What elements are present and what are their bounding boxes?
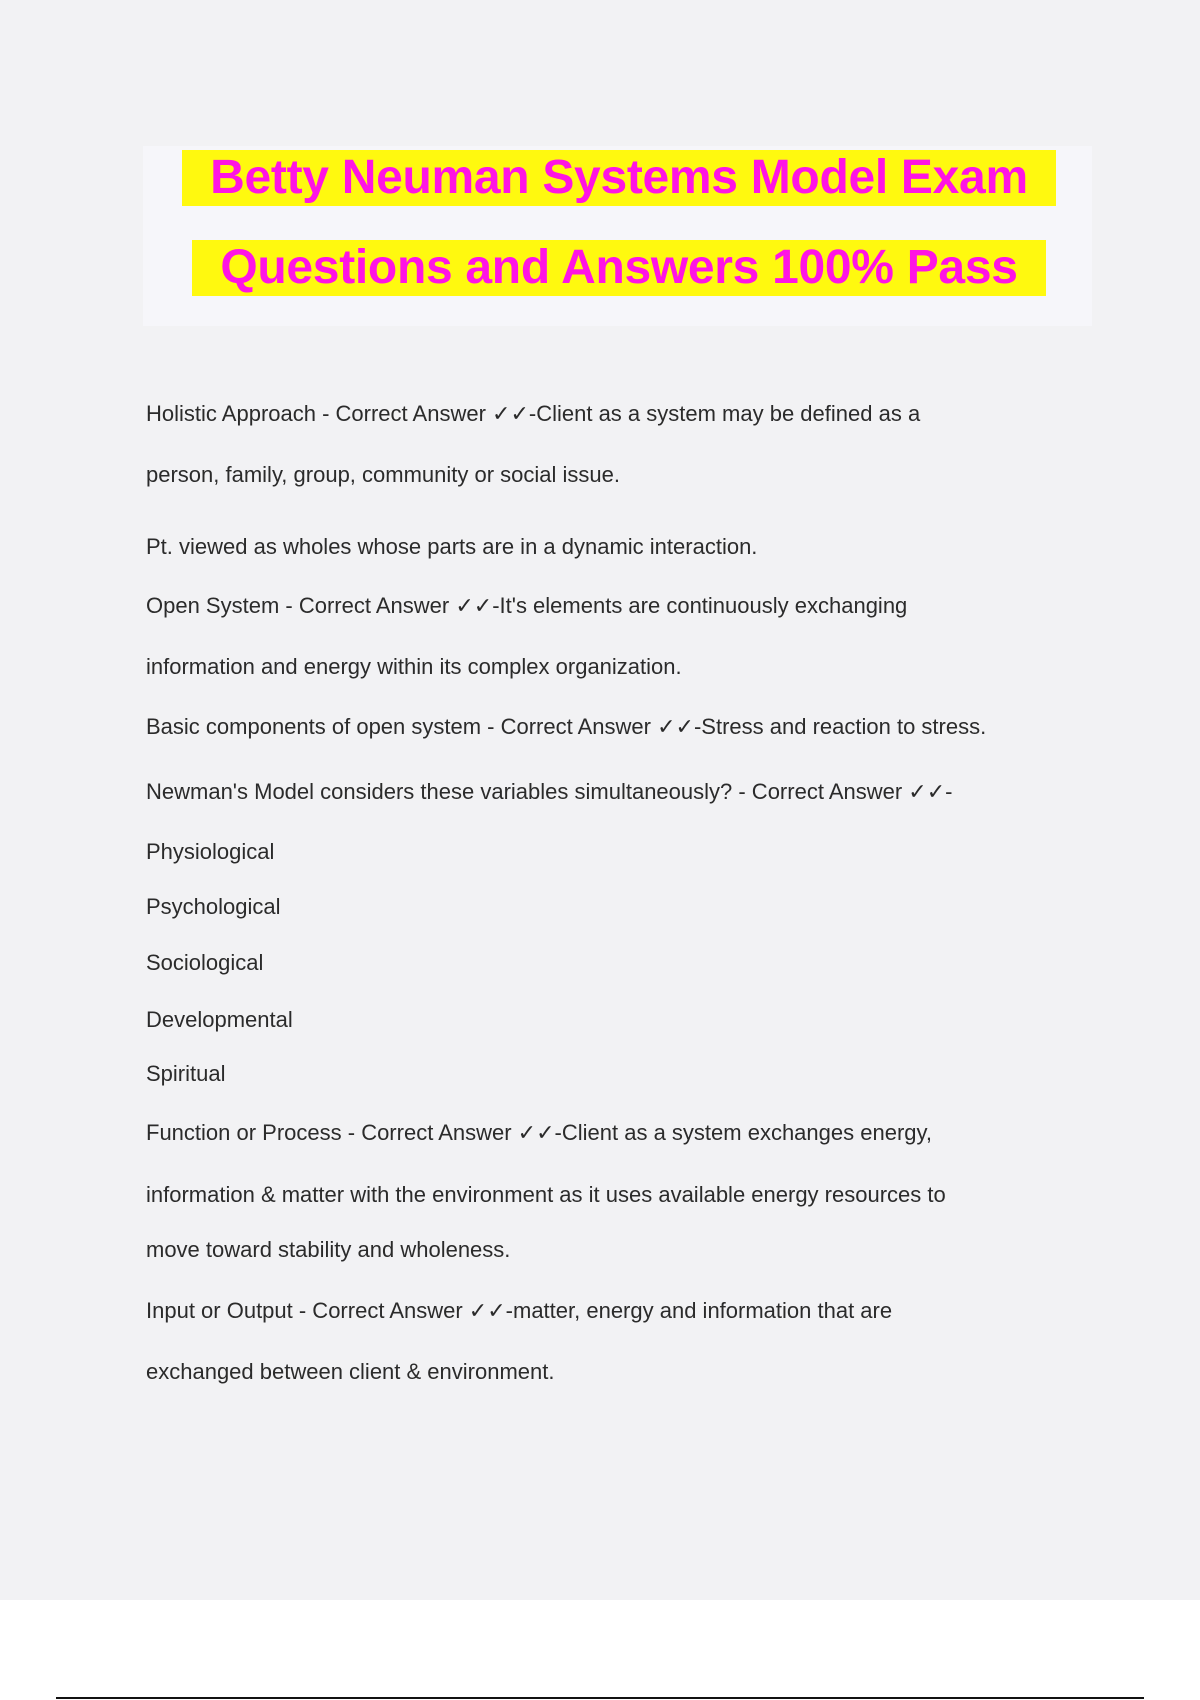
list-item: Spiritual [146,1061,226,1086]
text-line: information & matter with the environment as it uses available energy resources to [146,1182,946,1207]
list-item: Psychological [146,894,281,919]
text-line: Holistic Approach - Correct Answer ✓✓-Client as a system may be defined as a [146,401,921,426]
text-line: Function or Process - Correct Answer ✓✓-Client as a system exchanges energy, [146,1120,932,1145]
text-line: Basic components of open system - Correct Answer ✓✓-Stress and reaction to stress. [146,714,987,739]
text-line: person, family, group, community or social issue. [146,462,620,487]
text-line: Pt. viewed as wholes whose parts are in a dynamic interaction. [146,534,758,559]
list-item: Sociological [146,950,264,975]
text-line: information and energy within its complex organization. [146,654,682,679]
page-title-line-2: Questions and Answers 100% Pass [192,240,1046,296]
page-title-line-1: Betty Neuman Systems Model Exam [182,150,1056,206]
list-item: Physiological [146,839,275,864]
text-line: move toward stability and wholeness. [146,1237,511,1262]
page-bottom-rule [56,1697,1144,1699]
text-line: Open System - Correct Answer ✓✓-It's elements are continuously exchanging [146,593,908,618]
list-item: Developmental [146,1007,293,1032]
text-line: Newman's Model considers these variables simultaneously? - Correct Answer ✓✓- [146,779,953,804]
text-line: exchanged between client & environment. [146,1359,555,1384]
title-block [143,146,1092,326]
text-line: Input or Output - Correct Answer ✓✓-matter, energy and information that are [146,1298,893,1323]
